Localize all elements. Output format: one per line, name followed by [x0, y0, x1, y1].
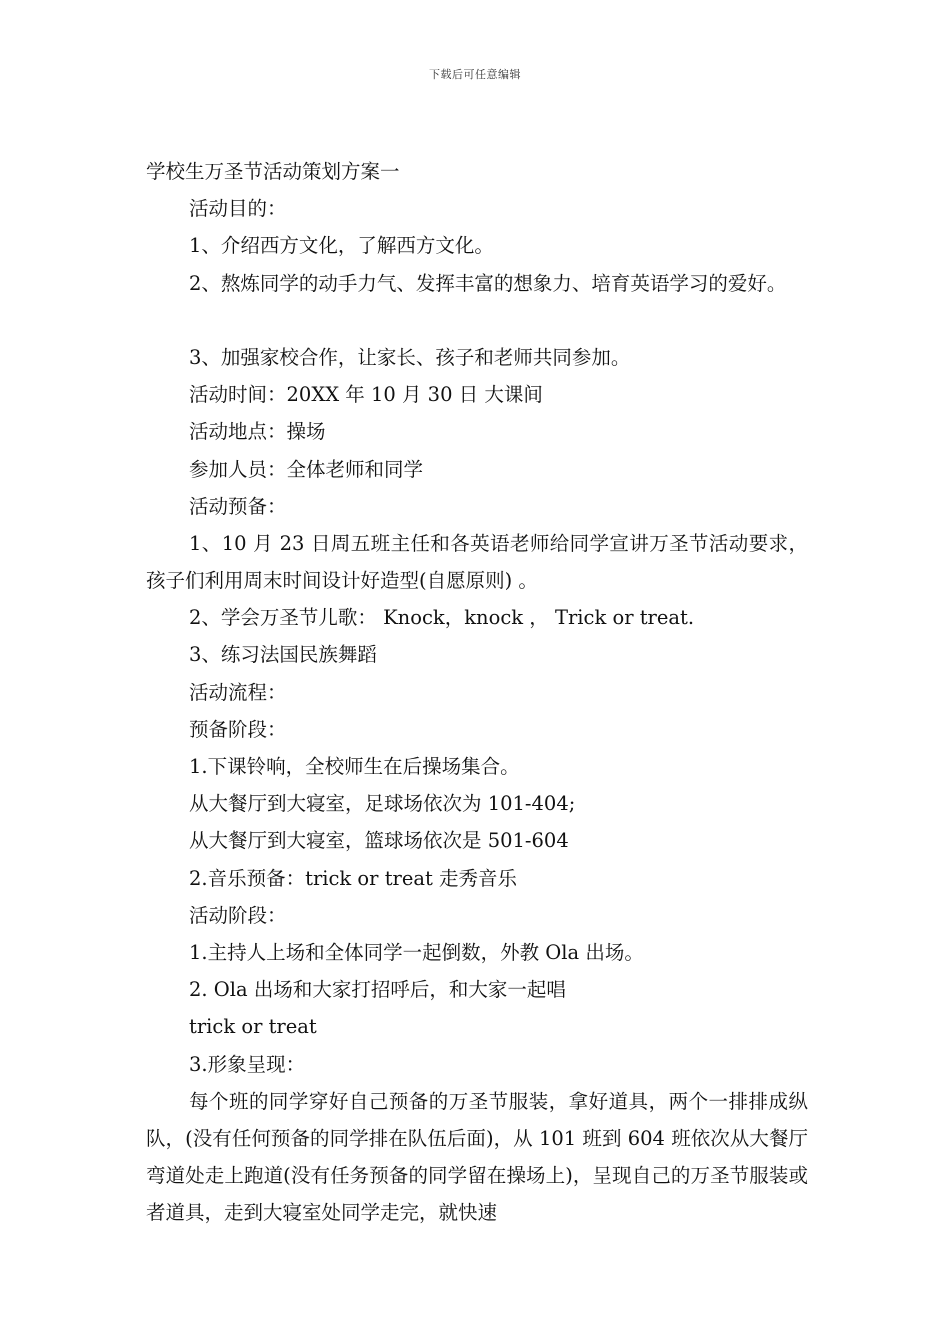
paragraph: 活动目的：: [189, 197, 287, 221]
paragraph: 从大餐厅到大寝室，足球场依次为 101-404;: [189, 792, 576, 816]
paragraph: 活动阶段：: [189, 903, 287, 927]
paragraph: 1.下课铃响，全校师生在后操场集合。: [189, 755, 520, 779]
page-header: 下载后可任意编辑: [429, 68, 521, 81]
paragraph: 活动预备：: [189, 494, 287, 518]
document-title: 学校生万圣节活动策划方案一: [146, 160, 400, 183]
paragraph: 2.音乐预备：trick or treat 走秀音乐: [189, 866, 518, 890]
paragraph: 3.形象呈现：: [189, 1052, 306, 1076]
paragraph: 2. Ola 出场和大家打招呼后，和大家一起唱: [189, 978, 566, 1002]
document-body: [146, 153, 808, 1232]
paragraph: 从大餐厅到大寝室，篮球场依次是 501-604: [189, 829, 569, 853]
paragraph: 1.主持人上场和全体同学一起倒数，外教 Ola 出场。: [189, 940, 644, 964]
paragraph: 2、学会万圣节儿歌： Knock，knock ， Trick or treat.: [189, 606, 695, 630]
paragraph: 3、练习法国民族舞蹈: [189, 643, 377, 667]
paragraph: 活动时间：20XX 年 10 月 30 日 大课间: [189, 383, 543, 407]
paragraph: trick or treat: [189, 1015, 317, 1039]
paragraph: 参加人员：全体老师和同学: [189, 457, 424, 481]
paragraph: 活动流程：: [189, 680, 287, 704]
paragraph: 每个班的同学穿好自己预备的万圣节服装，拿好道具，两个一排排成纵队，(没有任何预备的同学排在队伍后面)，从 101 班到 604 班依次从大餐厅弯道处走上跑道(没有任务预备的同学留在操场上)，呈现自己的万圣节服装或者道具，走到大寝室处同学走完，就快速: [146, 1089, 808, 1225]
paragraph: 1、10 月 23 日周五班主任和各英语老师给同学宣讲万圣节活动要求，孩子们利用周末时间设计好造型(自愿原则) 。: [146, 531, 808, 593]
paragraph: 预备阶段：: [189, 717, 287, 741]
paragraph: 3、加强家校合作，让家长、孩子和老师共同参加。: [189, 345, 631, 369]
paragraph: 1、介绍西方文化，了解西方文化。: [189, 234, 494, 258]
paragraph: 2、熬炼同学的动手力气、发挥丰富的想象力、培育英语学习的爱好。: [189, 271, 787, 295]
paragraph: 活动地点：操场: [189, 420, 326, 444]
